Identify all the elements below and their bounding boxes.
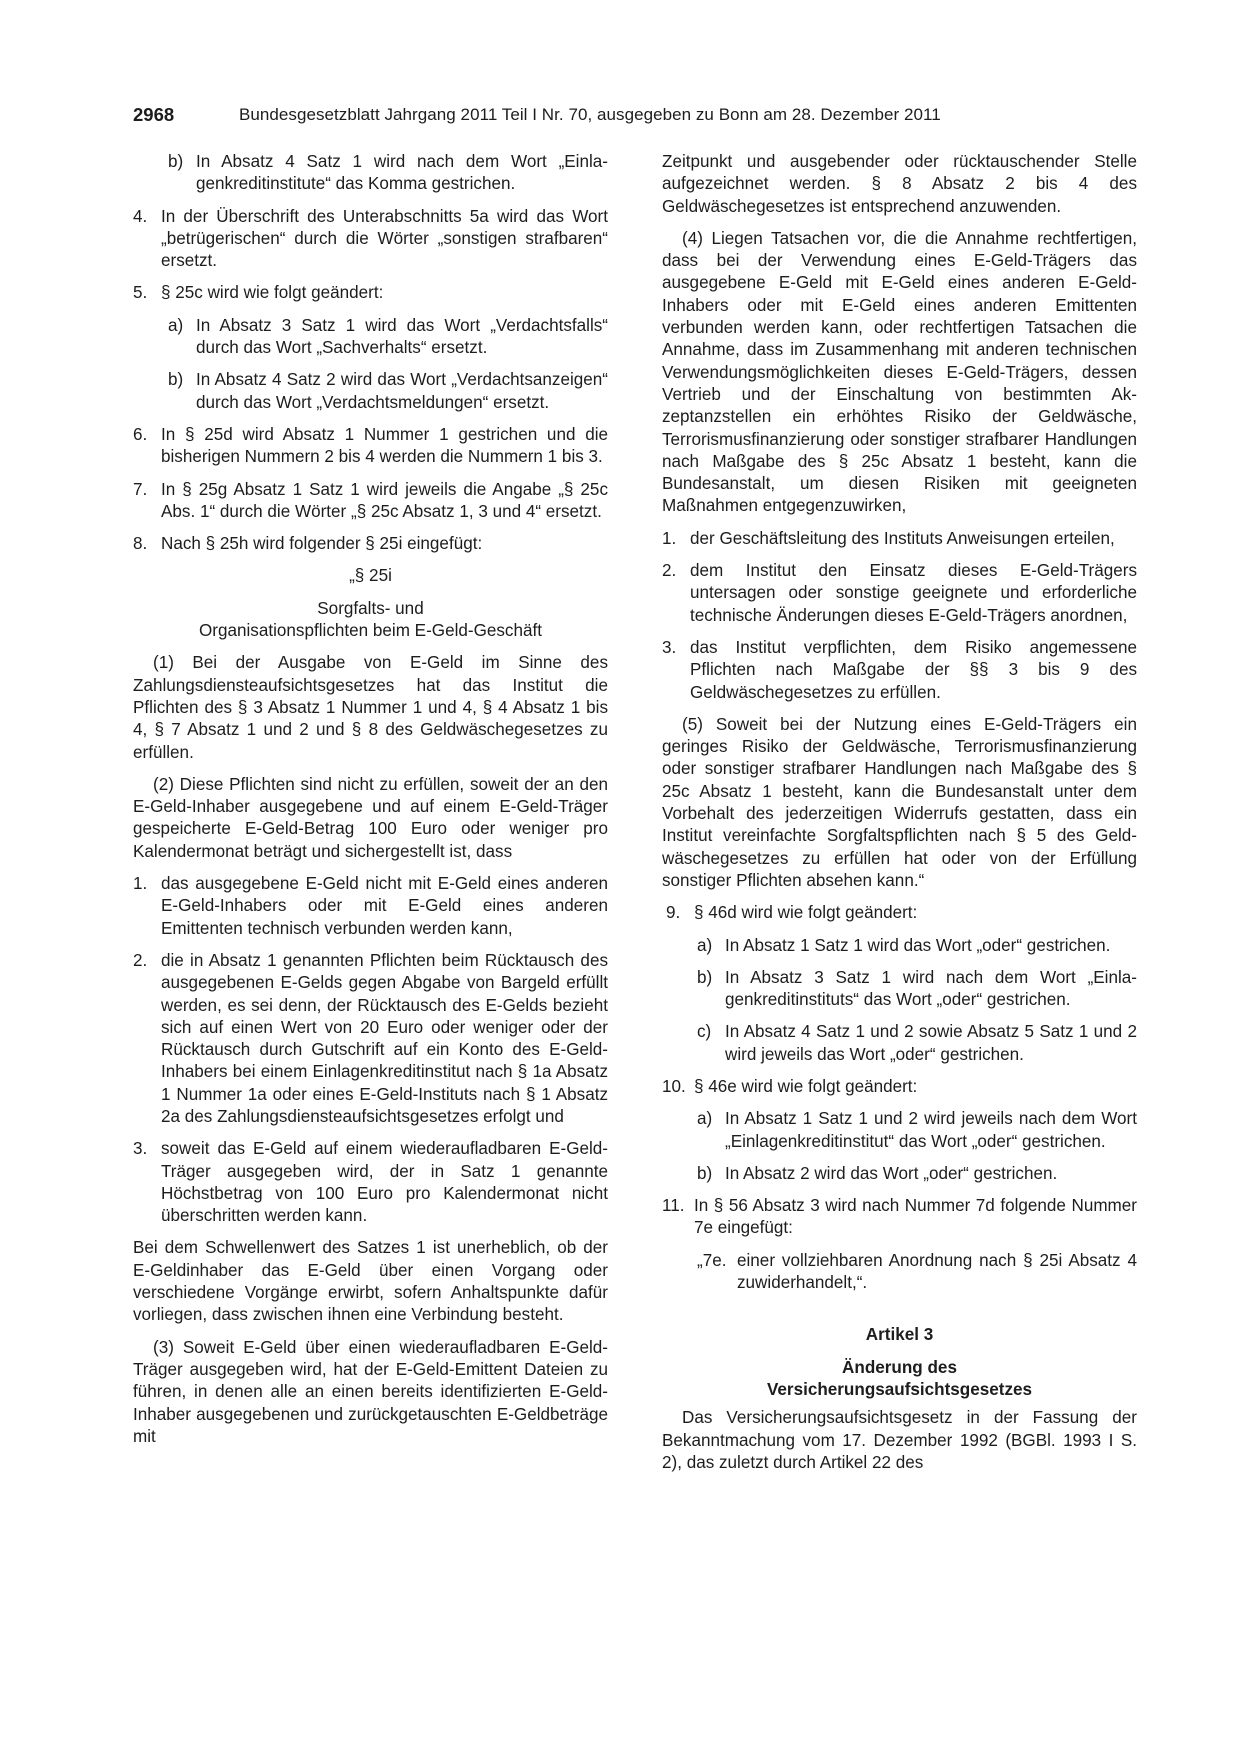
list-item: 4. In der Überschrift des Unterabschnitts 5a wird das Wort „betrügerischen“ durch die Wörter „sonstigen strafbaren“ ersetzt. <box>133 206 608 271</box>
list-item: 8. Nach § 25h wird folgender § 25i eingefügt: <box>133 534 483 554</box>
list-item: b) In Absatz 3 Satz 1 wird nach dem Wort „Einlagenkreditinstituts“ das Wort „oder“ gestrichen. <box>697 967 1137 1010</box>
list-item: b) In Absatz 4 Satz 2 wird das Wort „Verdachtsanzeigen“ durch das Wort „Verdachtsmeldungen“ ersetzt. <box>168 370 608 412</box>
list-item: 9. § 46d wird wie folgt geändert: <box>666 903 918 923</box>
gazette-title: Bundesgesetzblatt Jahrgang 2011 Teil I Nr. 70, ausgegeben zu Bonn am 28. Dezember 2011 <box>239 105 941 124</box>
paragraph: (1) Bei der Ausgabe von E-Geld im Sinne des Zahlungsdiensteaufsichtsgesetzes hat das Institut die Pflichten des § 3 Absatz 1 Nummer 1 und 4, § 4 Absatz 1 bis 4, § 7 Absatz 1 und 2 und § 8 des Geldwäschegesetzes zu erfüllen. <box>133 653 608 762</box>
list-item: c) In Absatz 4 Satz 1 und 2 sowie Absatz 5 Satz 1 und 2 wird jeweils das Wort „oder“ gestrichen. <box>697 1022 1137 1064</box>
right-column <box>662 151 1137 1474</box>
list-item: 2. dem Institut den Einsatz dieses E-Geld-Trägers untersagen oder sonstige geeignete und erforderliche technische Änderungen dieses E-Geld-Trägers anordnen, <box>662 561 1137 625</box>
list-item: 3. das Institut verpflichten, dem Risiko angemessene Pflichten nach Maßgabe der §§ 3 bis 9 des Geldwäschegesetzes zu erfüllen. <box>662 637 1137 702</box>
page-number: 2968 <box>133 104 175 125</box>
paragraph: (5) Soweit bei der Nutzung eines E-Geld-Trägers ein geringes Risiko der Geldwäsche, Terrorismusfinanzierung oder sonstiger strafbarer Handlungen nach Maßgabe des § 25c Absatz 1 besteht, kann die Bundesanstalt unter dem Vorbehalt des jederzeitigen Widerrufs gestatten, dass ein Institut vereinfachte Sorgfaltspflichten nach § 5 des Geldwäschegesetzes zu erfüllen hat oder von der Erfüllung sonstiger Pflichten absehen kann.“ <box>662 714 1137 890</box>
list-item: a) In Absatz 3 Satz 1 wird das Wort „Verdachtsfalls“ durch das Wort „Sachverhalts“ ersetzt. <box>168 315 608 358</box>
article-title: Änderung des <box>842 1357 957 1377</box>
list-item: 3. soweit das E-Geld auf einem wiederaufladbaren E-Geld-Träger ausgegeben wird, der in Satz 1 genannte Höchstbetrag von 100 Euro pro Kalendermonat nicht überschritten werden kann. <box>133 1139 608 1226</box>
article-title: Versicherungsaufsichtsgesetzes <box>766 1379 1033 1399</box>
paragraph: Zeitpunkt und ausgebender oder rücktauschender Stelle aufgezeichnet werden. § 8 Absatz 2 bis 4 des Geldwäschegesetzes ist entsprechend anzuwenden. <box>662 152 1137 216</box>
list-item: b) In Absatz 2 wird das Wort „oder“ gestrichen. <box>697 1163 1058 1183</box>
left-column <box>133 151 608 1448</box>
article-heading: Artikel 3 <box>865 1325 934 1345</box>
list-item: a) In Absatz 1 Satz 1 und 2 wird jeweils nach dem Wort „Einlagenkreditinstitut“ das Wort „oder“ gestrichen. <box>697 1109 1137 1151</box>
list-item: 6. In § 25d wird Absatz 1 Nummer 1 gestrichen und die bisherigen Nummern 2 bis 4 werden die Nummern 1 bis 3. <box>133 424 608 467</box>
paragraph: (4) Liegen Tatsachen vor, die die Annahme rechtfertigen, dass bei der Verwendung eines E-Geld-Trägers das ausgegebene E-Geld mit E-Geld eines anderen E-Geld-Inhabers oder mit E-Geld eines anderen Emittenten verbunden werden kann, oder rechtfertigen Tatsachen die Annahme, dass im Zusammenhang mit anderen technischen Verwendungsmöglichkeiten dieses E-Geld-Trägers, dessen Vertrieb und der Einschaltung von bestimmten Akzeptanzstellen ein erhöhtes Risiko der Geldwäsche, Terrorismusfinanzierung oder sonstiger strafbarer Handlungen nach Maßgabe des § 25c Absatz 1 besteht, kann die Bundesanstalt, um diesen Risiken mit geeigneten Maßnahmen entgegenzuwirken, <box>662 228 1137 516</box>
list-item: 11. In § 56 Absatz 3 wird nach Nummer 7d folgende Nummer 7e eingefügt: <box>662 1196 1137 1238</box>
list-item: 7. In § 25g Absatz 1 Satz 1 wird jeweils die Angabe „§ 25c Abs. 1“ durch die Wörter „§ 25c Absatz 1, 3 und 4“ ersetzt. <box>133 479 608 521</box>
page-header <box>133 100 1108 130</box>
paragraph: Bei dem Schwellenwert des Satzes 1 ist unerheblich, ob der E-Geldinhaber das E-Geld über einen Vorgang oder verschiedene Vorgänge erwirbt, sofern Anhaltspunkte dafür vorliegen, dass zwischen ihnen eine Verbindung besteht. <box>133 1238 608 1325</box>
paragraph: (2) Diese Pflichten sind nicht zu erfüllen, soweit der an den E-Geld-Inhaber ausgegebene und auf einem E-Geld-Träger gespeicherte E-Geld-Betrag 100 Euro oder weniger pro Kalendermonat beträgt und sichergestellt ist, dass <box>133 774 608 861</box>
list-item: 1. das ausgegebene E-Geld nicht mit E-Geld eines anderen E-Geld-Inhabers oder mit E-Geld eines anderen Emittenten technisch verbunden werden kann, <box>133 874 608 938</box>
list-item: 5. § 25c wird wie folgt geändert: <box>133 283 384 303</box>
list-item: a) In Absatz 1 Satz 1 wird das Wort „oder“ gestrichen. <box>697 935 1111 955</box>
paragraph: (3) Soweit E-Geld über einen wiederaufladbaren E-Geld-Träger ausgegeben wird, hat der E-Geld-Emittent Dateien zu führen, in denen alle an einen bereits identifizierten E-Geld-Inhaber ausgegebenen und zurückgetauschten E-Geldbeträge mit <box>133 1337 608 1446</box>
list-item: 10. § 46e wird wie folgt geändert: <box>662 1076 918 1096</box>
section-heading: „§ 25i <box>349 566 392 586</box>
list-item: 2. die in Absatz 1 genannten Pflichten beim Rücktausch des ausgegebenen E-Gelds gegen Abgabe von Bargeld erfüllt werden, es sei denn, der Rücktausch des E-Gelds bezieht sich auf einen Wert von 20 Euro oder weniger oder der Rücktausch durch Gutschrift auf ein Konto des E-Geld-Inhabers bei einem Einlagenkreditinstitut nach § 1a Absatz 1 Nummer 1a oder eines E-Geld-Instituts nach § 1 Absatz 2a des Zahlungsdiensteaufsichtsgesetzes erfolgt und <box>133 950 608 1126</box>
section-title: Sorgfalts- und <box>317 598 424 618</box>
list-item: b) In Absatz 4 Satz 1 wird nach dem Wort „Einlagenkreditinstitute“ das Komma gestrichen. <box>168 152 608 194</box>
section-title: Organisationspflichten beim E-Geld-Geschäft <box>199 621 542 641</box>
list-item: „7e. einer vollziehbaren Anordnung nach § 25i Absatz 4 zuwiderhandelt,“. <box>697 1250 1137 1293</box>
list-item: 1. der Geschäftsleitung des Instituts Anweisungen erteilen, <box>662 528 1115 548</box>
paragraph: Das Versicherungsaufsichtsgesetz in der Fassung der Bekanntmachung vom 17. Dezember 1992 (BGBl. 1993 I S. 2), das zuletzt durch Artikel 22 des <box>662 1408 1137 1472</box>
